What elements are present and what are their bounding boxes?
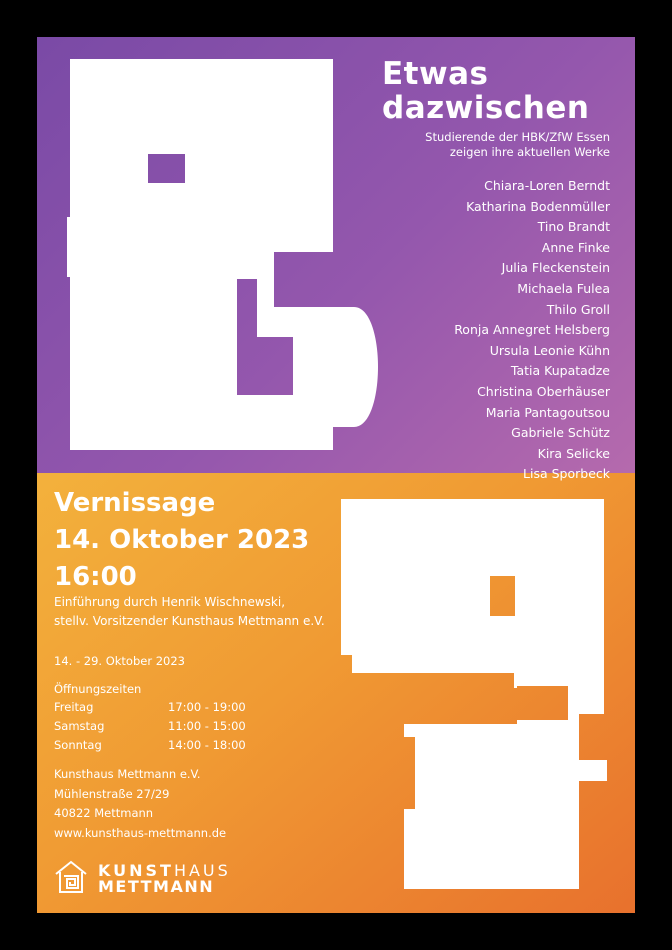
artist-name: Julia Fleckenstein: [501, 260, 610, 276]
opening-hours: [54, 680, 246, 755]
subtitle-line: zeigen ihre aktuellen Werke: [449, 145, 610, 159]
address-line: Mühlenstraße 27/29: [54, 786, 170, 801]
artist-name: Lisa Sporbeck: [523, 466, 610, 482]
hours-row: [54, 698, 246, 717]
upper-white-shape: [67, 59, 378, 450]
opening-hours-heading: Öffnungszeiten: [54, 682, 142, 696]
artist-name: Chiara-Loren Berndt: [484, 178, 610, 193]
address-line: Kunsthaus Mettmann e.V.: [54, 767, 201, 781]
opening-hours-table: [54, 698, 246, 755]
artist-name: Gabriele Schütz: [511, 425, 610, 441]
intro-line: Einführung durch Henrik Wischnewski,: [54, 595, 286, 609]
artist-name: Christina Oberhäuser: [477, 383, 610, 399]
hours-time: 11:00 - 15:00: [168, 719, 246, 733]
logo-line-2: METTMANN: [98, 877, 215, 896]
artist-list: [454, 176, 610, 485]
poster: [37, 37, 635, 913]
logo-word-bold: KUNST: [98, 861, 174, 880]
poster-title: [382, 57, 589, 125]
house-spiral-icon: [54, 860, 88, 894]
hours-time: 14:00 - 18:00: [168, 738, 246, 752]
artist-name: Ronja Annegret Helsberg: [454, 322, 610, 338]
vernissage-label: Vernissage: [54, 488, 216, 518]
hours-day: Samstag: [54, 719, 105, 733]
address-line: 40822 Mettmann: [54, 806, 154, 820]
vernissage-block: [54, 485, 309, 596]
introduction-text: [54, 593, 325, 631]
address-block: [54, 765, 226, 843]
hours-row: [54, 717, 246, 736]
artist-name: Maria Pantagoutsou: [485, 404, 610, 420]
artist-name: Michaela Fulea: [517, 280, 610, 296]
title-line: Etwas: [382, 56, 489, 92]
artist-name: Ursula Leonie Kühn: [489, 342, 610, 358]
vernissage-date: 14. Oktober 2023: [54, 525, 310, 555]
intro-line: stellv. Vorsitzender Kunsthaus Mettmann e.V.: [54, 614, 325, 628]
artist-name: Thilo Groll: [546, 301, 610, 317]
exhibition-dates: 14. - 29. Oktober 2023: [54, 654, 185, 668]
artist-name: Tino Brandt: [537, 219, 610, 235]
website-link[interactable]: www.kunsthaus-mettmann.de: [54, 825, 227, 840]
vernissage-time: 16:00: [54, 562, 137, 592]
hours-day: Freitag: [54, 700, 94, 714]
artist-name: Anne Finke: [541, 239, 610, 255]
hours-time: 17:00 - 19:00: [168, 700, 246, 714]
artist-name: Katharina Bodenmüller: [466, 198, 610, 214]
hours-day: Sonntag: [54, 738, 102, 752]
hours-row: [54, 736, 246, 755]
subtitle: [370, 130, 610, 160]
artist-name: Tatia Kupatadze: [510, 363, 610, 379]
title-line: dazwischen: [382, 90, 590, 126]
logo-word-light: HAUS: [173, 861, 231, 880]
lower-white-shape: [341, 499, 607, 889]
subtitle-line: Studierende der HBK/ZfW Essen: [425, 130, 610, 144]
artist-name: Kira Selicke: [537, 445, 610, 461]
